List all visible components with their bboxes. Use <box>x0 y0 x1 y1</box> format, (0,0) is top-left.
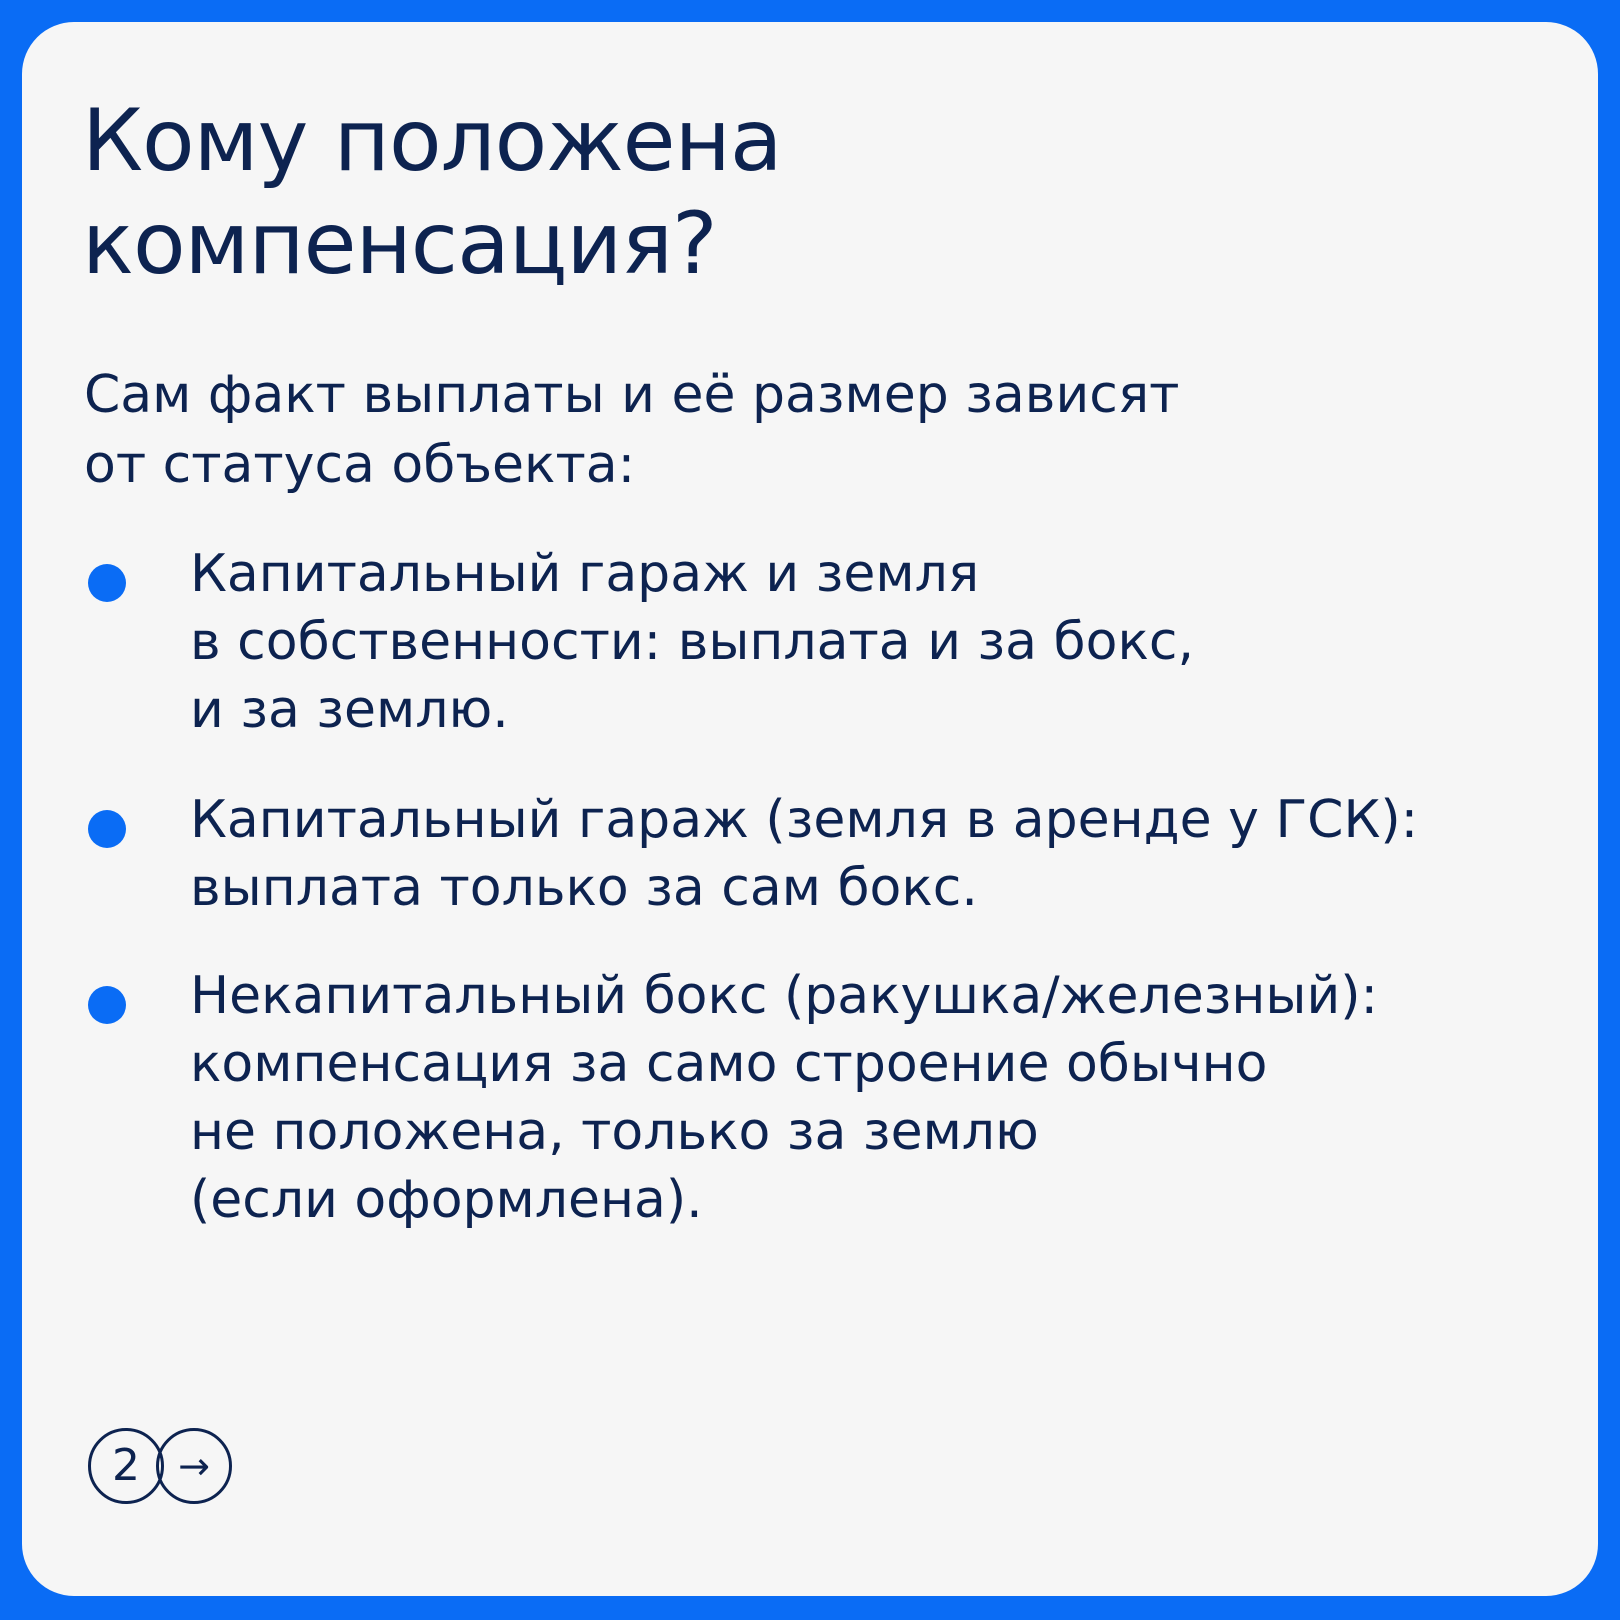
bullet-text: Капитальный гараж и земля в собственности: выплата и за бокс, и за землю. <box>190 544 1194 740</box>
bullet-dot-icon <box>88 564 126 602</box>
page-title: Кому положена компенсация? <box>82 91 782 294</box>
bullet-text: Некапитальный бокс (ракушка/железный): компенсация за само строение обычно не положена, только за землю (если оформлена). <box>190 966 1379 1230</box>
page-number-badge: 2 <box>88 1428 164 1504</box>
bullet-text: Капитальный гараж (земля в аренде у ГСК): выплата только за сам бокс. <box>190 790 1419 918</box>
content-card <box>22 22 1598 1596</box>
bullet-dot-icon <box>88 810 126 848</box>
intro-text: Сам факт выплаты и её размер зависят от статуса объекта: <box>84 365 1180 495</box>
next-arrow-icon[interactable]: → <box>156 1428 232 1504</box>
bullet-dot-icon <box>88 986 126 1024</box>
